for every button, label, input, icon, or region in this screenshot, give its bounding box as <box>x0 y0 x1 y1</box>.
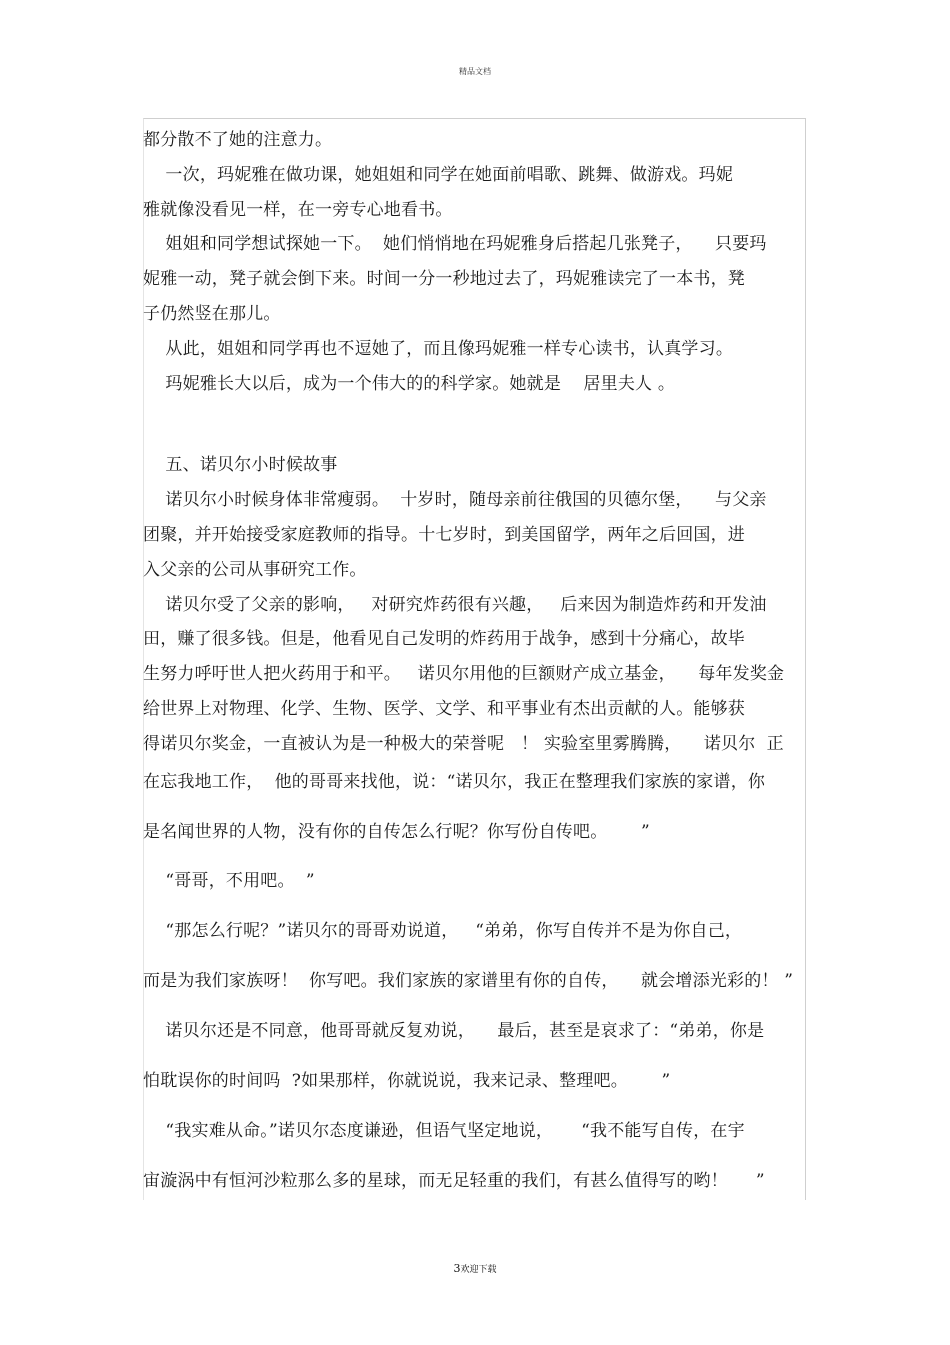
text-line: 入父亲的公司从事研究工作。 <box>143 560 367 580</box>
text-line: 生努力呼吁世人把火药用于和平。 诺贝尔用他的巨额财产成立基金， 每年发奖金 <box>143 664 785 684</box>
text-line: 给世界上对物理、化学、生物、医学、文学、和平事业有杰出贡献的人。能够获 <box>143 699 745 719</box>
text-line: 怕耽误你的时间吗 ?如果那样，你就说说，我来记录、整理吧。 ” <box>143 1071 671 1091</box>
page-number: 3 <box>453 1262 461 1275</box>
text-line: 团聚，并开始接受家庭教师的指导。十七岁时，到美国留学，两年之后回国，进 <box>143 525 745 545</box>
page-header: 精品文档 <box>459 67 491 76</box>
text-line: 而是为我们家族呀！ 你写吧。我们家族的家谱里有你的自传， 就会增添光彩的！ ” <box>143 971 794 991</box>
text-line: 诺贝尔还是不同意，他哥哥就反复劝说， 最后，甚至是哀求了：“弟弟，你是 <box>143 1021 765 1041</box>
text-line: 子仍然竖在那儿。 <box>143 304 281 324</box>
text-line: 妮雅一动，凳子就会倒下来。时间一分一秒地过去了，玛妮雅读完了一本书，凳 <box>143 269 745 289</box>
text-line: 宙漩涡中有恒河沙粒那么多的星球，而无足轻重的我们，有甚么值得写的哟！ ” <box>143 1171 765 1191</box>
text-line: 诺贝尔受了父亲的影响， 对研究炸药很有兴趣， 后来因为制造炸药和开发油 <box>143 595 767 615</box>
text-line: “哥哥，不用吧。 ” <box>143 871 315 891</box>
page-footer <box>0 1262 950 1275</box>
text-line: 是名闻世界的人物，没有你的自传怎么行呢？你写份自传吧。 ” <box>143 822 650 842</box>
text-line: 雅就像没看见一样，在一旁专心地看书。 <box>143 200 453 220</box>
footer-text: 欢迎下载 <box>460 1265 497 1275</box>
text-line: 一次，玛妮雅在做功课，她姐姐和同学在她面前唱歌、跳舞、做游戏。玛妮 <box>143 165 734 185</box>
text-line: 都分散不了她的注意力。 <box>143 130 333 150</box>
text-line: 姐姐和同学想试探她一下。 她们悄悄地在玛妮雅身后搭起几张凳子， 只要玛 <box>143 234 767 254</box>
text-line: 田，赚了很多钱。但是，他看见自己发明的炸药用于战争，感到十分痛心，故毕 <box>143 629 745 649</box>
text-line: 玛妮雅长大以后，成为一个伟大的的科学家。她就是 居里夫人 。 <box>143 374 676 394</box>
text-line: 从此，姐姐和同学再也不逗她了，而且像玛妮雅一样专心读书，认真学习。 <box>143 339 734 359</box>
text-line: “那怎么行呢？”诺贝尔的哥哥劝说道， “弟弟，你写自传并不是为你自己， <box>143 921 743 941</box>
text-line: “我实难从命。”诺贝尔态度谦逊，但语气坚定地说， “我不能写自传，在宇 <box>143 1121 745 1141</box>
text-line: 得诺贝尔奖金，一直被认为是一种极大的荣誉呢 ！ 实验室里雾腾腾， 诺贝尔 正 <box>143 734 784 754</box>
text-line: 在忘我地工作， 他的哥哥来找他，说：“诺贝尔，我正在整理我们家族的家谱，你 <box>143 772 766 792</box>
text-line: 诺贝尔小时候身体非常瘦弱。 十岁时，随母亲前往俄国的贝德尔堡， 与父亲 <box>143 490 767 510</box>
section-heading: 五、诺贝尔小时候故事 <box>143 455 338 475</box>
